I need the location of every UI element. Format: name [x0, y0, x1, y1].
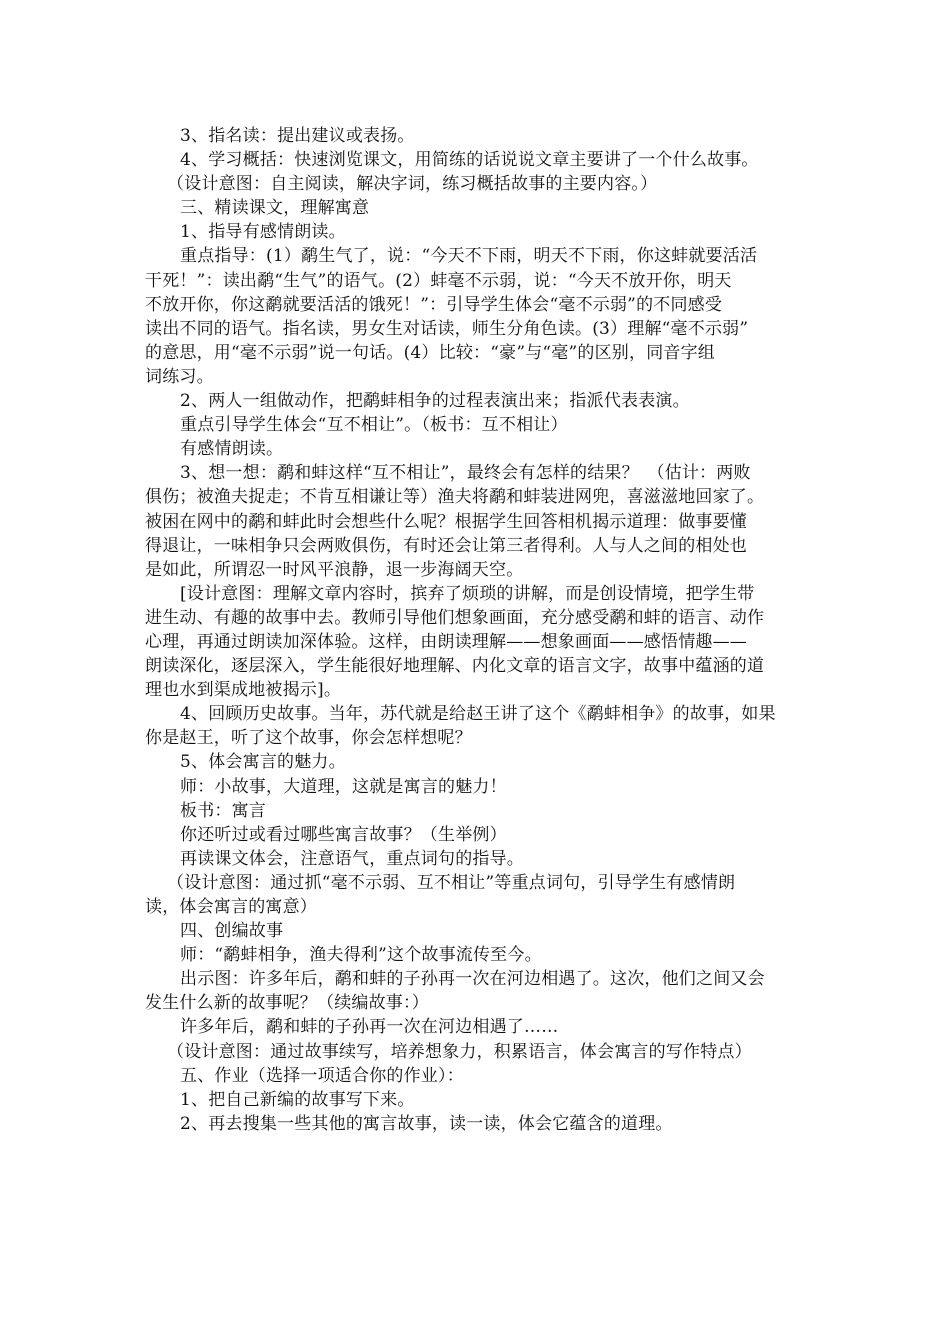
text-line: 得退让，一味相争只会两败俱伤，有时还会让第三者得利。人与人之间的相处也 — [145, 535, 747, 556]
text-line: 4、回顾历史故事。当年，苏代就是给赵王讲了这个《鹬蚌相争》的故事，如果 — [180, 704, 776, 725]
text-line: 有感情朗读。 — [180, 439, 284, 460]
text-line: 师：小故事，大道理，这就是寓言的魅力！ — [180, 776, 507, 797]
text-line: 1、把自己新编的故事写下来。 — [180, 1089, 415, 1110]
text-line: （设计意图：通过抓“毫不示弱、互不相让”等重点词句，引导学生有感情朗 — [167, 872, 736, 893]
text-line: 被困在网中的鹬和蚌此时会想些什么呢？根据学生回答相机揭示道理：做事要懂 — [145, 511, 747, 532]
document-body — [145, 124, 815, 1136]
text-line: 你还听过或看过哪些寓言故事？（生举例） — [180, 824, 507, 845]
text-line: 朗读深化，逐层深入，学生能很好地理解、内化文章的语言文字，故事中蕴涵的道 — [145, 656, 765, 677]
text-line: 读出不同的语气。指名读，男女生对话读，师生分角色读。(3）理解“毫不示弱” — [145, 318, 749, 339]
text-line: 重点指导：(1）鹬生气了，说：“今天不下雨，明天不下雨，你这蚌就要活活 — [180, 246, 758, 267]
text-line: 俱伤；被渔夫捉走；不肯互相谦让等）渔夫将鹬和蚌装进网兜，喜滋滋地回家了。 — [145, 487, 765, 508]
text-line: 重点引导学生体会“互不相让”。（板书：互不相让） — [180, 415, 568, 436]
text-line: 3、指名读：提出建议或表扬。 — [180, 126, 415, 146]
text-line: 4、学习概括：快速浏览课文，用简练的话说说文章主要讲了一个什么故事。 — [180, 150, 759, 171]
text-line: 心理，再通过朗读加深体验。这样，由朗读理解——想象画面——感悟情趣—— — [145, 631, 747, 652]
text-line: 发生什么新的故事呢？（续编故事：） — [145, 993, 429, 1014]
text-line: 是如此，所谓忍一时风平浪静，退一步海阔天空。 — [145, 559, 524, 580]
text-line: 2、两人一组做动作，把鹬蚌相争的过程表演出来；指派代表表演。 — [180, 391, 690, 412]
text-line: 读，体会寓言的寓意） — [145, 897, 317, 917]
text-line: 进生动、有趣的故事中去。教师引导他们想象画面，充分感受鹬和蚌的语言、动作 — [145, 607, 765, 628]
text-line: 再读课文体会，注意语气，重点词句的指导。 — [180, 848, 524, 869]
text-line: 干死！”：读出鹬“生气”的语气。(2）蚌毫不示弱，说：“今天不放开你，明天 — [145, 270, 732, 291]
text-line: 不放开你，你这鹬就要活活的饿死！”：引导学生体会“毫不示弱”的不同感受 — [145, 294, 723, 315]
text-line: 1、指导有感情朗读。 — [180, 222, 346, 243]
text-line: （设计意图：通过故事续写，培养想象力，积累语言，体会寓言的写作特点） — [167, 1041, 752, 1062]
text-line: 出示图：许多年后，鹬和蚌的子孙再一次在河边相遇了。这次，他们之间又会 — [180, 969, 765, 990]
text-line: 四、创编故事 — [180, 921, 284, 942]
text-line: （设计意图：自主阅读，解决字词，练习概括故事的主要内容。） — [167, 174, 658, 195]
text-line: 师：“鹬蚌相争，渔夫得利”这个故事流传至今。 — [180, 945, 542, 966]
text-line: [设计意图：理解文章内容时，摈弃了烦琐的讲解，而是创设情境，把学生带 — [180, 583, 755, 604]
text-line: 许多年后，鹬和蚌的子孙再一次在河边相遇了…… — [180, 1017, 559, 1038]
text-line: 三、精读课文，理解寓意 — [180, 198, 370, 219]
text-line: 板书：寓言 — [180, 800, 266, 821]
text-line: 的意思，用“毫不示弱”说一句话。(4）比较：“豪”与“毫”的区别，同音字组 — [145, 342, 715, 363]
text-line: 5、体会寓言的魅力。 — [180, 752, 346, 773]
text-line: 2、再去搜集一些其他的寓言故事，读一读，体会它蕴含的道理。 — [180, 1113, 673, 1134]
text-line: 3、想一想：鹬和蚌这样“互不相让”，最终会有怎样的结果？ （估计：两败 — [180, 463, 751, 484]
text-line: 词练习。 — [145, 366, 214, 387]
text-line: 理也水到渠成地被揭示]。 — [145, 680, 342, 701]
text-line: 五、作业（选择一项适合你的作业）： — [180, 1065, 464, 1086]
text-line: 你是赵王，听了这个故事，你会怎样想呢？ — [145, 728, 472, 749]
